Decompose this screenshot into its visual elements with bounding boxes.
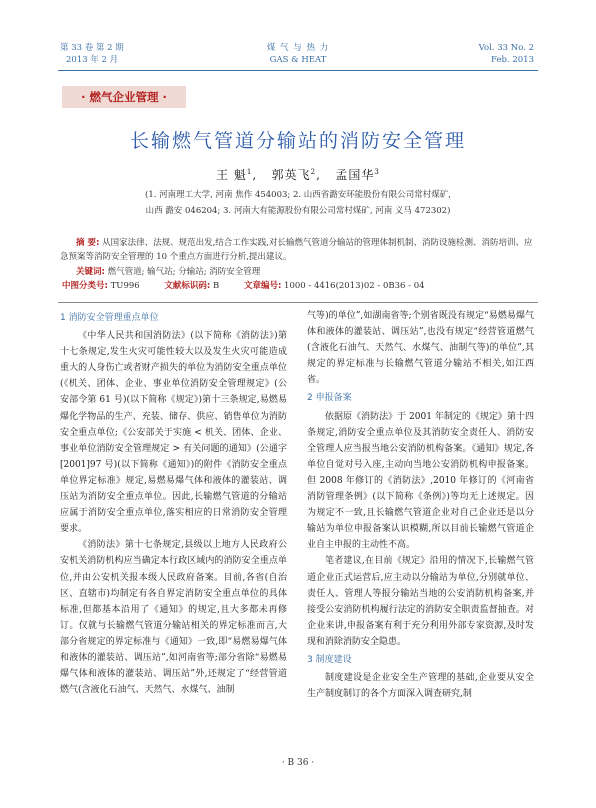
article-number-value: 1000 - 4416(2013)02 - 0B36 - 04 — [284, 281, 425, 291]
abstract — [60, 236, 536, 264]
body-paragraph: 制度建设是企业安全生产管理的基础,企业要从安全生产制度制订的各个方面深入调查研究,制 — [307, 673, 534, 700]
classification-row — [62, 279, 425, 291]
author-affil-mark: 2 — [310, 168, 317, 176]
journal-name-en: GAS & HEAT — [269, 55, 327, 65]
right-column — [307, 308, 534, 702]
volume-issue-en: Vol. 33 No. 2 — [478, 43, 534, 53]
section-heading: 1 消防安全管理重点单位 — [60, 313, 159, 323]
journal-name-cn: 煤 气 与 热 力 — [266, 43, 330, 53]
body-divider — [58, 302, 538, 303]
publish-date-en: Feb. 2013 — [491, 55, 534, 65]
author-line: 王 魁$^1$, 郭英飞$^2$, 孟国华$^3$ — [216, 168, 380, 182]
author-affil-mark: 3 — [374, 168, 380, 176]
page-number: · B 36 · — [281, 758, 315, 768]
author-name: 王 魁 — [216, 168, 247, 182]
article-title: 长输燃气管道分输站的消防安全管理 — [129, 130, 466, 152]
body-paragraph: 气等)的单位”,如湖南省等;个别省既没有规定“易燃易爆气体和液体的灌装站、调压站”,也没有规定“经营管道燃气(含液化石油气、天然气、水煤气、油制气等)的单位”,其规定的界定标准与长输燃气管道分输站不相关,如江西省。 — [307, 311, 534, 386]
volume-issue: 第 33 卷 第 2 期 — [60, 43, 124, 53]
keywords — [60, 265, 536, 279]
publish-date-cn: 2013 年 2 月 — [66, 55, 119, 65]
doc-code-label: 文献标识码: — [164, 281, 211, 291]
keywords-text: 燃气管道; 输气站; 分输站; 消防安全管理 — [107, 267, 261, 277]
journal-volume-en — [479, 42, 534, 66]
author-affil-mark: 1 — [246, 168, 253, 176]
left-column — [60, 308, 287, 698]
section-heading: 3 制度建设 — [307, 654, 352, 665]
doc-code-value: B — [212, 281, 220, 291]
body-paragraph: 《消防法》第十七条规定,县级以上地方人民政府公安机关消防机构应当确定本行政区域内的消防安全重点单位,并由公安机关报本级人民政府备案。目前,各省(自治区、直辖市)均制定有各自界定消防安全重点单位的具体标准,但都基本沿用了《通知》的规定,且大多都未再修订。仅就与长输燃气管道分输站相关的界定标准而言,大部分省规定的界定标准与《通知》一致,即“易燃易爆气体和液体的灌装站、调压站”,如河南省等;部分省除“易燃易爆气体和液体的灌装站、调压站”外,还规定了“经营管道燃气(含液化石油气、天然气、水煤气、油制 — [60, 540, 287, 696]
author-name: 郭英飞 — [271, 168, 311, 182]
body-paragraph: 《中华人民共和国消防法》(以下简称《消防法》)第十七条规定,发生火灾可能性较大以及发生火灾可能造成重大的人身伤亡或者财产损失的单位为消防安全重点单位(《机关、团体、企业、事业单位消防安全管理规定》(公安部令第 61 号)(以下简称《规定》)第十三条规定,易燃易爆化学物品的生产、充装、储存、供应、销售单位为消防安全重点单位;《公安部关于实施 < 机关、团体、企业、事业单位消防安全管理规定 > 有关问题的通知》(公通字[2001]97 号)(以下简称《通知》)的附件《消防安全重点单位界定标准》规定,易燃易爆气体和液体的灌装站、调压站为消防安全重点单位。因此,长输燃气管道的分输站应属于消防安全重点单位,落实相应的日常消防安全管理要求。 — [60, 331, 287, 535]
keywords-label: 关键词: — [76, 267, 105, 277]
body-paragraph: 笔者建议,在目前《规定》沿用的情况下,长输燃气管道企业正式运营后,应主动以分输站为单位,分别就单位、责任人、管理人等报分输站当地的公安消防机构备案,并接受公安消防机构履行法定的消防安全职责监督抽查。对企业来讲,申报备案有利于充分利用外部专家资源,及时发现和消除消防安全隐患。 — [307, 556, 534, 647]
clc-label: 中图分类号: — [62, 281, 108, 291]
article-number-label: 文章编号: — [243, 281, 282, 291]
section-heading: 2 申报备案 — [307, 393, 352, 404]
header-divider — [58, 70, 538, 71]
author-name: 孟国华 — [335, 168, 375, 182]
abstract-label: 摘 要: — [76, 238, 100, 248]
body-paragraph: 依据原《消防法》于 2001 年制定的《规定》第十四条规定,消防安全重点单位及其消防安全责任人、消防安全管理人应当报当地公安消防机构备案。《通知》规定,各单位自觉对号入座,主动向当地公安消防机构申报备案。但 2008 年修订的《消防法》,2010 年修订的《河南省消防管理条例》(以下简称《条例》)等均无上述规定。因为规定不一致,且长输燃气管道企业对自己企业还是以分输站为单位申报备案认识模糊,所以目前长输燃气管道企业自主申报的主动性不高。 — [307, 411, 534, 551]
affiliation-line-2: 山西 潞安 046204; 3. 河南大有能源股份有限公司常村煤矿, 河南 义马 472302) — [145, 206, 451, 216]
clc-value: TU996 — [110, 281, 140, 291]
abstract-text: 从国家法律、法规、规范出发,结合工作实践,对长输燃气管道分输站的管理体制机制、消防设施检测、消防培训、应急预案等消防安全管理的 10 个重点方面进行分析,提出建议。 — [60, 238, 533, 262]
affiliation-line-1: (1. 河南理工大学, 河南 焦作 454003; 2. 山西省潞安环能股份有限公司常村煤矿, — [145, 190, 451, 200]
section-tag: · 燃气企业管理 · — [62, 86, 186, 108]
